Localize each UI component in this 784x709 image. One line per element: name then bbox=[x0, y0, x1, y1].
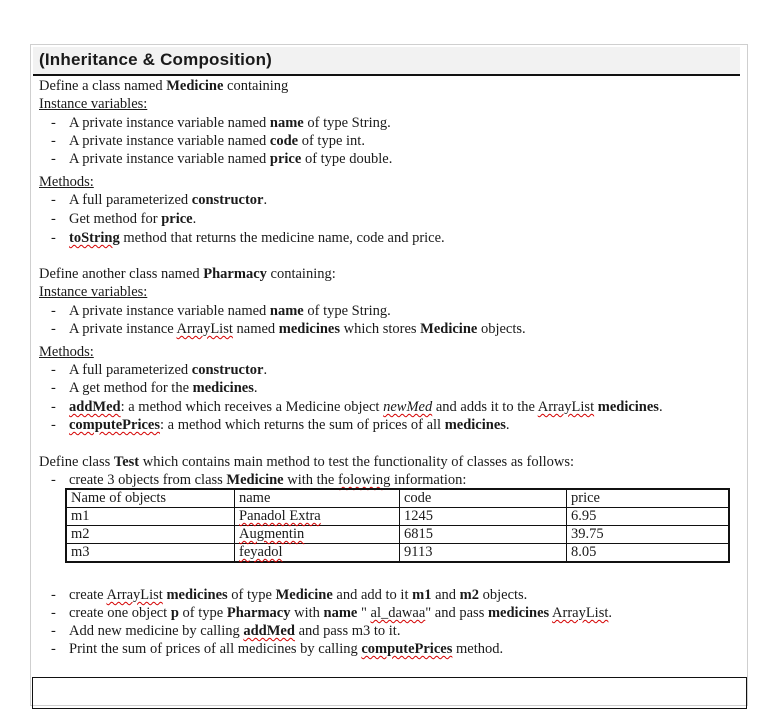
medicine-objects-table bbox=[65, 488, 730, 563]
pharmacy-var-medicines: A private instance ArrayList named medicines which stores Medicine objects. bbox=[69, 321, 526, 337]
table-header-cell: Name of objects bbox=[66, 489, 235, 508]
medicine-instance-label: Instance variables: bbox=[39, 96, 148, 112]
table-header-cell: name bbox=[235, 489, 400, 508]
medicine-intro: Define a class named Medicine containing bbox=[39, 78, 289, 94]
table-cell: 1245 bbox=[400, 508, 567, 526]
table-cell: 39.75 bbox=[567, 526, 730, 544]
pharmacy-methods-label: Methods: bbox=[39, 344, 94, 360]
table-row bbox=[66, 544, 729, 563]
medicine-var-code: A private instance variable named code of type int. bbox=[69, 133, 365, 149]
page-title: (Inheritance & Composition) bbox=[39, 50, 273, 69]
table-row bbox=[66, 508, 729, 526]
medicine-method-getprice: Get method for price. bbox=[69, 211, 197, 227]
medicine-var-price: A private instance variable named price of type double. bbox=[69, 151, 393, 167]
pharmacy-method-computeprices: computePrices: a method which returns the sum of prices of all medicines. bbox=[69, 417, 510, 433]
table-cell: 6815 bbox=[400, 526, 567, 544]
table-header-row bbox=[66, 489, 729, 508]
test-intro: Define class Test which contains main method to test the functionality of classes as follows: bbox=[39, 454, 575, 470]
pharmacy-instance-label: Instance variables: bbox=[39, 284, 148, 300]
table-cell: m3 bbox=[66, 544, 235, 563]
table-cell: 8.05 bbox=[567, 544, 730, 563]
table-cell: 6.95 bbox=[567, 508, 730, 526]
medicine-method-tostring: toString method that returns the medicine name, code and price. bbox=[69, 230, 445, 246]
table-row bbox=[66, 526, 729, 544]
table-cell: m1 bbox=[66, 508, 235, 526]
table-header-cell: price bbox=[567, 489, 730, 508]
table-header-cell: code bbox=[400, 489, 567, 508]
pharmacy-intro: Define another class named Pharmacy containing: bbox=[39, 266, 336, 282]
table-cell: Augmentin bbox=[235, 526, 400, 544]
answer-box[interactable] bbox=[32, 677, 747, 709]
pharmacy-method-getmedicines: A get method for the medicines. bbox=[69, 380, 258, 396]
test-step-addmed: Add new medicine by calling addMed and pass m3 to it. bbox=[69, 623, 401, 639]
pharmacy-var-name: A private instance variable named name of type String. bbox=[69, 303, 391, 319]
medicine-var-name: A private instance variable named name of type String. bbox=[69, 115, 391, 131]
medicine-method-constructor: A full parameterized constructor. bbox=[69, 192, 268, 208]
test-step-print-sum: Print the sum of prices of all medicines by calling computePrices method. bbox=[69, 641, 504, 657]
test-step-create-arraylist: create ArrayList medicines of type Medicine and add to it m1 and m2 objects. bbox=[69, 587, 528, 603]
medicine-methods-label: Methods: bbox=[39, 174, 94, 190]
pharmacy-method-constructor: A full parameterized constructor. bbox=[69, 362, 268, 378]
test-step-create-pharmacy: create one object p of type Pharmacy with name " al_dawaa" and pass medicines ArrayList. bbox=[69, 605, 613, 621]
table-cell: feyadol bbox=[235, 544, 400, 563]
pharmacy-method-addmed: addMed: a method which receives a Medicine object newMed and adds it to the ArrayList medicines. bbox=[69, 399, 663, 415]
table-cell: 9113 bbox=[400, 544, 567, 563]
test-create-objects: create 3 objects from class Medicine with the folowing information: bbox=[69, 472, 467, 488]
table-cell: Panadol Extra bbox=[235, 508, 400, 526]
table-cell: m2 bbox=[66, 526, 235, 544]
